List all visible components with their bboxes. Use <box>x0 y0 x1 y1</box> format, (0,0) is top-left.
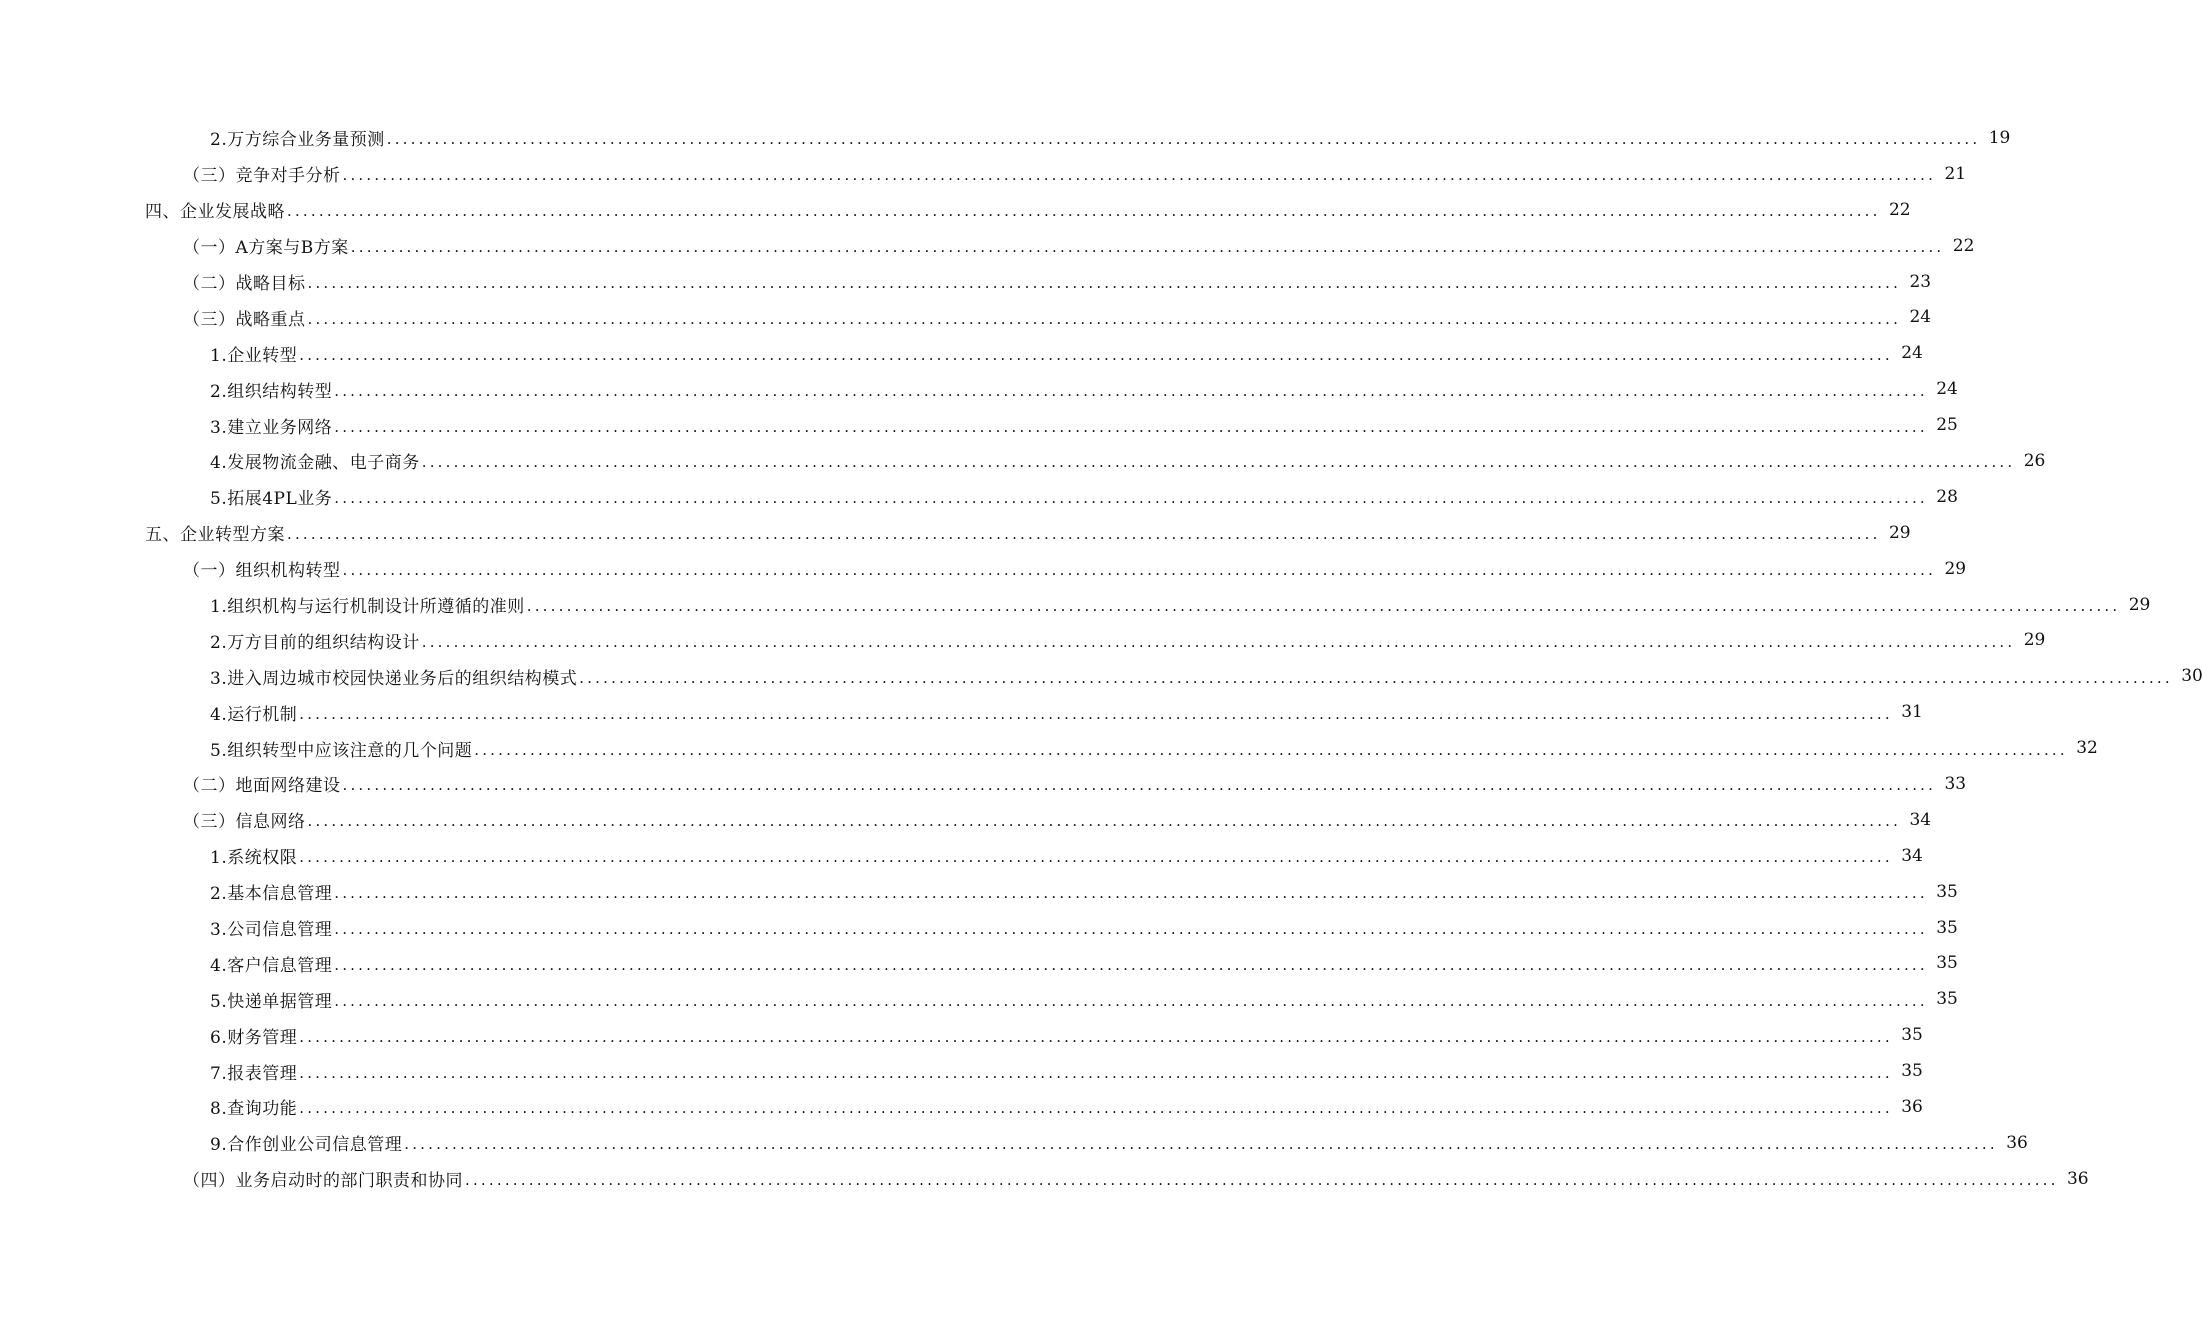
toc-entry[interactable] <box>0 479 1958 515</box>
toc-entry-page: 31 <box>1901 702 1923 723</box>
toc-entry[interactable] <box>0 658 2203 694</box>
toc-entry-page: 35 <box>1901 1025 1923 1046</box>
toc-entry[interactable] <box>0 515 1911 551</box>
toc-entry[interactable] <box>0 551 1967 587</box>
toc-entry[interactable] <box>0 766 1967 802</box>
toc-leader-dots: ........................................................................................................................................................................................................ <box>287 525 1881 544</box>
toc-entry-title: （三）战略重点 <box>183 309 306 330</box>
toc-leader-dots: ........................................................................................................................................................................................................ <box>334 489 1928 508</box>
toc-entry[interactable] <box>0 1161 2089 1197</box>
toc-entry[interactable] <box>0 874 1958 910</box>
toc-leader-dots: ........................................................................................................................................................................................................ <box>299 704 1893 723</box>
toc-leader-dots: ........................................................................................................................................................................................................ <box>474 740 2068 759</box>
toc-entry-page: 28 <box>1936 486 1958 507</box>
toc-entry-title: 2.基本信息管理 <box>210 884 333 905</box>
toc-entry-title: 1.系统权限 <box>210 848 298 869</box>
toc-entry-title: 五、企业转型方案 <box>145 525 285 546</box>
toc-entry-page: 22 <box>1952 235 1975 256</box>
toc-entry[interactable] <box>0 730 2098 766</box>
toc-entry-title: 3.建立业务网络 <box>210 417 333 438</box>
toc-leader-dots: ........................................................................................................................................................................................................ <box>350 238 1945 257</box>
toc-leader-dots: ........................................................................................................................................................................................................ <box>579 668 2173 687</box>
toc-leader-dots: ........................................................................................................................................................................................................ <box>299 1027 1893 1046</box>
toc-entry-page: 34 <box>1901 845 1923 866</box>
toc-leader-dots: ........................................................................................................................................................................................................ <box>465 1171 2059 1190</box>
toc-entry-page: 25 <box>1936 415 1958 436</box>
toc-entry-title: （二）战略目标 <box>183 274 306 294</box>
toc-entry[interactable] <box>0 838 1923 874</box>
toc-entry-title: （一）A方案与B方案 <box>183 238 349 259</box>
toc-entry-page: 32 <box>2076 738 2098 759</box>
toc-entry-title: 1.企业转型 <box>210 345 298 366</box>
toc-entry-page: 22 <box>1888 199 1911 220</box>
toc-entry[interactable] <box>0 264 1932 300</box>
toc-entry-title: （四）业务启动时的部门职责和协同 <box>183 1171 463 1192</box>
table-of-contents <box>0 120 2203 1197</box>
toc-entry-page: 19 <box>1988 127 2011 148</box>
toc-leader-dots: ........................................................................................................................................................................................................ <box>342 776 1937 795</box>
toc-entry-title: 4.客户信息管理 <box>210 955 333 976</box>
toc-leader-dots: ........................................................................................................................................................................................................ <box>299 345 1893 364</box>
toc-leader-dots: ........................................................................................................................................................................................................ <box>307 274 1902 292</box>
toc-leader-dots: ........................................................................................................................................................................................................ <box>342 561 1937 580</box>
toc-entry-page: 29 <box>2023 630 2046 651</box>
toc-entry[interactable] <box>0 228 1975 264</box>
toc-entry[interactable] <box>0 1053 1923 1089</box>
toc-leader-dots: ........................................................................................................................................................................................................ <box>386 130 1981 149</box>
toc-entry-page: 23 <box>1909 271 1932 292</box>
toc-entry-title: 7.报表管理 <box>210 1063 298 1084</box>
toc-entry-title: 2.万方目前的组织结构设计 <box>210 632 420 653</box>
toc-entry[interactable] <box>0 192 1911 228</box>
toc-entry-page: 30 <box>2181 666 2203 687</box>
toc-entry[interactable] <box>0 299 1932 335</box>
toc-leader-dots: ........................................................................................................................................................................................................ <box>299 1099 1893 1118</box>
toc-entry-page: 36 <box>1901 1096 1923 1117</box>
toc-entry-title: 2.万方综合业务量预测 <box>210 130 385 151</box>
toc-entry[interactable] <box>0 981 1958 1017</box>
toc-leader-dots: ........................................................................................................................................................................................................ <box>421 453 2016 472</box>
toc-entry[interactable] <box>0 1017 1923 1053</box>
toc-entry-title: 4.发展物流金融、电子商务 <box>210 453 420 474</box>
toc-entry-page: 35 <box>1936 881 1958 902</box>
toc-entry-page: 26 <box>2023 450 2046 471</box>
toc-entry-page: 24 <box>1901 343 1923 364</box>
toc-entry-page: 36 <box>2066 1168 2089 1189</box>
toc-entry[interactable] <box>0 335 1923 371</box>
toc-entry-page: 34 <box>1909 809 1932 830</box>
toc-entry-title: 3.公司信息管理 <box>210 920 333 941</box>
toc-entry[interactable] <box>0 407 1958 443</box>
toc-entry-page: 33 <box>1944 773 1967 794</box>
toc-entry[interactable] <box>0 802 1932 838</box>
toc-leader-dots: ........................................................................................................................................................................................................ <box>287 202 1881 221</box>
toc-entry-title: （一）组织机构转型 <box>183 561 341 582</box>
toc-entry[interactable] <box>0 587 2151 623</box>
toc-entry-title: 4.运行机制 <box>210 704 298 725</box>
toc-entry-title: 3.进入周边城市校园快递业务后的组织结构模式 <box>210 668 578 689</box>
toc-entry-page: 36 <box>2006 1132 2028 1153</box>
toc-entry-title: 6.财务管理 <box>210 1027 298 1048</box>
toc-leader-dots: ........................................................................................................................................................................................................ <box>334 381 1928 400</box>
toc-entry-title: 8.查询功能 <box>210 1099 298 1120</box>
toc-leader-dots: ........................................................................................................................................................................................................ <box>404 1135 1998 1154</box>
toc-entry-page: 29 <box>1888 522 1911 543</box>
toc-entry-title: 1.组织机构与运行机制设计所遵循的准则 <box>210 597 525 618</box>
toc-entry-page: 24 <box>1909 307 1932 328</box>
toc-entry-page: 35 <box>1901 1061 1923 1082</box>
toc-leader-dots: ........................................................................................................................................................................................................ <box>299 848 1893 867</box>
toc-entry-title: 9.合作创业公司信息管理 <box>210 1135 403 1156</box>
toc-entry[interactable] <box>0 120 2011 156</box>
toc-entry-title: （二）地面网络建设 <box>183 776 341 797</box>
toc-leader-dots: ........................................................................................................................................................................................................ <box>342 166 1937 185</box>
toc-entry[interactable] <box>0 443 2046 479</box>
toc-entry-title: 2.组织结构转型 <box>210 381 333 402</box>
toc-entry-page: 35 <box>1936 989 1958 1010</box>
toc-entry-title: 5.组织转型中应该注意的几个问题 <box>210 740 473 761</box>
toc-entry[interactable] <box>0 156 1967 192</box>
toc-leader-dots: ........................................................................................................................................................................................................ <box>421 632 2016 651</box>
toc-entry-page: 35 <box>1936 953 1958 974</box>
toc-entry[interactable] <box>0 910 1958 946</box>
toc-entry-page: 35 <box>1936 917 1958 938</box>
toc-entry[interactable] <box>0 945 1958 981</box>
toc-entry[interactable] <box>0 1089 1923 1125</box>
toc-entry-page: 21 <box>1944 163 1967 184</box>
toc-entry-title: 5.快递单据管理 <box>210 991 333 1012</box>
toc-entry[interactable] <box>0 371 1958 407</box>
toc-entry-title: 四、企业发展战略 <box>145 202 285 223</box>
toc-entry-page: 29 <box>1944 558 1967 579</box>
toc-leader-dots: ........................................................................................................................................................................................................ <box>334 920 1928 939</box>
toc-leader-dots: ........................................................................................................................................................................................................ <box>307 812 1902 831</box>
toc-entry[interactable] <box>0 694 1923 730</box>
toc-leader-dots: ........................................................................................................................................................................................................ <box>334 417 1928 436</box>
toc-entry-title: （三）竞争对手分析 <box>183 166 341 187</box>
toc-entry-page: 29 <box>2128 594 2151 615</box>
toc-leader-dots: ........................................................................................................................................................................................................ <box>307 309 1902 328</box>
toc-leader-dots: ........................................................................................................................................................................................................ <box>526 597 2121 616</box>
toc-entry-title: （三）信息网络 <box>183 812 306 833</box>
toc-entry[interactable] <box>0 1125 2028 1161</box>
toc-leader-dots: ........................................................................................................................................................................................................ <box>299 1063 1893 1082</box>
toc-entry-page: 24 <box>1936 379 1958 400</box>
toc-leader-dots: ........................................................................................................................................................................................................ <box>334 991 1928 1010</box>
toc-leader-dots: ........................................................................................................................................................................................................ <box>334 884 1928 903</box>
toc-entry[interactable] <box>0 622 2046 658</box>
toc-entry-title: 5.拓展4PL业务 <box>210 489 333 510</box>
toc-leader-dots: ........................................................................................................................................................................................................ <box>334 955 1928 974</box>
